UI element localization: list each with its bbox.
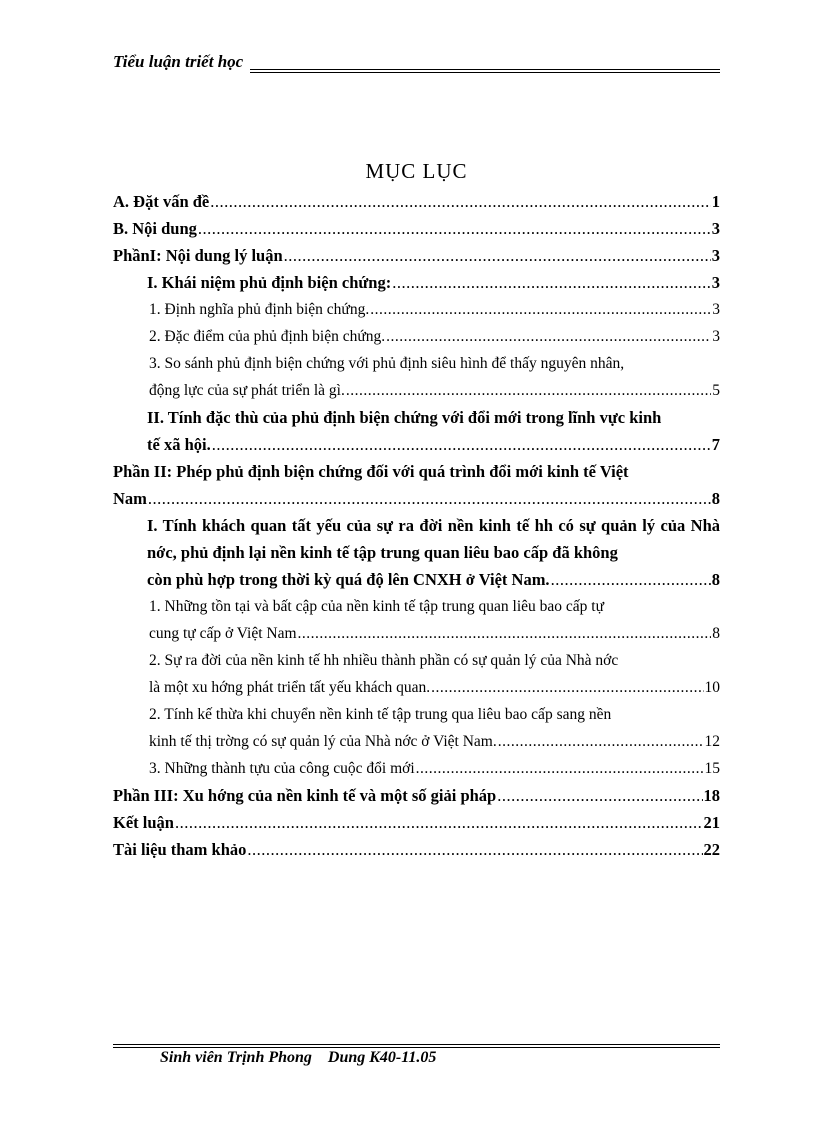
toc-entry-text-lead: 3. So sánh phủ định biện chứng với phủ định siêu hình để thấy nguyên nhân,: [149, 355, 625, 372]
toc-page-number: 22: [703, 840, 720, 859]
dot-leader: [284, 242, 711, 269]
toc-page-number: 3: [712, 301, 720, 318]
toc-page-number: 5: [712, 382, 720, 399]
toc-entry-text: còn phù hợp trong thời kỳ quá độ lên CNXH ở Việt Nam.: [147, 570, 550, 589]
toc-entry[interactable]: [113, 512, 720, 593]
toc-page-number: 1: [711, 192, 720, 211]
dot-leader: [416, 755, 704, 782]
toc-entry-text: B. Nội dung: [113, 219, 197, 238]
toc-entry[interactable]: [113, 296, 720, 323]
dot-leader: [210, 188, 710, 215]
toc-entry-text: tế xã hội.: [147, 435, 211, 454]
toc-page-number: 12: [704, 733, 720, 750]
toc-entry[interactable]: [113, 458, 720, 512]
dot-leader: [498, 728, 704, 755]
toc-entry[interactable]: [113, 269, 720, 296]
toc-entry[interactable]: [113, 782, 720, 809]
toc-page-number: 18: [703, 786, 720, 805]
toc-entry-text: 3. Những thành tựu của công cuộc đổi mới: [149, 760, 415, 777]
toc-entry[interactable]: [113, 755, 720, 782]
header-title: Tiểu luận triết học: [113, 52, 244, 71]
toc-entry-text-lead: Phần II: Phép phủ định biện chứng đối với quá trình đổi mới kinh tế Việt: [113, 462, 629, 481]
toc-entry-text: Phần III: Xu hớng của nền kinh tế và một số giải pháp: [113, 786, 497, 805]
dot-leader: [212, 431, 711, 458]
toc-page-number: 3: [712, 328, 720, 345]
dot-leader: [431, 674, 703, 701]
toc-entry-text: là một xu hớng phát triển tất yếu khách quan.: [149, 679, 431, 696]
header-rule: [250, 69, 720, 70]
toc-entry[interactable]: [113, 188, 720, 215]
toc-entry-text: 2. Đặc điểm của phủ định biện chứng.: [149, 328, 386, 345]
dot-leader: [346, 377, 711, 404]
toc-entry[interactable]: [113, 404, 720, 458]
toc-entry-text: I. Khái niệm phủ định biện chứng:: [147, 273, 392, 292]
toc-page-number: 10: [704, 679, 720, 696]
dot-leader: [247, 836, 702, 863]
dot-leader: [386, 323, 711, 350]
page-header: [113, 52, 720, 76]
toc-entry[interactable]: [113, 836, 720, 863]
dot-leader: [198, 215, 711, 242]
toc-entry[interactable]: [113, 242, 720, 269]
toc-entry-text: Nam: [113, 489, 147, 508]
toc-entry-text-lead: 2. Sự ra đời của nền kinh tế hh nhiều thành phần có sự quản lý của Nhà nớc: [149, 652, 619, 669]
toc-entry-text: Kết luận: [113, 813, 174, 832]
toc-entry[interactable]: [113, 701, 720, 755]
footer-rule: [113, 1047, 720, 1048]
toc-page-number: 8: [711, 570, 720, 589]
dot-leader: [148, 485, 711, 512]
toc-entry[interactable]: [113, 323, 720, 350]
toc-entry-text: kinh tế thị trờng có sự quản lý của Nhà nớc ở Việt Nam.: [149, 733, 497, 750]
toc-entry[interactable]: [113, 593, 720, 647]
toc-entry-text: PhầnI: Nội dung lý luận: [113, 246, 283, 265]
toc-title: MỤC LỤC: [365, 159, 468, 183]
toc-entry-text-lead: II. Tính đặc thù của phủ định biện chứng với đổi mới trong lĩnh vực kinh: [147, 408, 662, 427]
toc-entry-text-lead: I. Tính khách quan tất yếu của sự ra đời nền kinh tế hh có sự quản lý của Nhà nớc, phủ định lại nền kinh tế tập trung quan liêu bao cấp đã không: [147, 516, 720, 562]
toc-page-number: 21: [703, 813, 720, 832]
toc-entry[interactable]: [113, 350, 720, 404]
toc-entry-text: A. Đặt vấn đề: [113, 192, 210, 211]
toc-page-number: 3: [711, 273, 720, 292]
toc-page-number: 8: [711, 489, 720, 508]
toc-entry-text-lead: 2. Tính kế thừa khi chuyển nền kinh tế tập trung qua liêu bao cấp sang nền: [149, 706, 612, 723]
dot-leader: [392, 269, 711, 296]
footer-rule: [113, 1044, 720, 1045]
page-footer: [113, 1040, 720, 1080]
footer-text: Sinh viên Trịnh Phong Dung K40-11.05: [160, 1049, 437, 1066]
toc-page-number: 3: [711, 219, 720, 238]
dot-leader: [370, 296, 711, 323]
toc-entry[interactable]: [113, 647, 720, 701]
toc-entry-text-lead: 1. Những tồn tại và bất cập của nền kinh tế tập trung quan liêu bao cấp tự: [149, 598, 604, 615]
table-of-contents: [113, 188, 720, 863]
dot-leader: [175, 809, 703, 836]
toc-entry[interactable]: [113, 809, 720, 836]
toc-page-number: 3: [711, 246, 720, 265]
toc-page-number: 7: [711, 435, 720, 454]
toc-entry[interactable]: [113, 215, 720, 242]
header-rule: [250, 72, 720, 73]
toc-entry-text: động lực của sự phát triển là gì.: [149, 382, 345, 399]
dot-leader: [298, 620, 712, 647]
toc-page-number: 8: [712, 625, 720, 642]
toc-page-number: 15: [704, 760, 720, 777]
dot-leader: [497, 782, 702, 809]
toc-entry-text: 1. Định nghĩa phủ định biện chứng.: [149, 301, 370, 318]
toc-entry-text: cung tự cấp ở Việt Nam: [149, 625, 297, 642]
toc-entry-text: Tài liệu tham khảo: [113, 840, 247, 859]
dot-leader: [551, 566, 711, 593]
